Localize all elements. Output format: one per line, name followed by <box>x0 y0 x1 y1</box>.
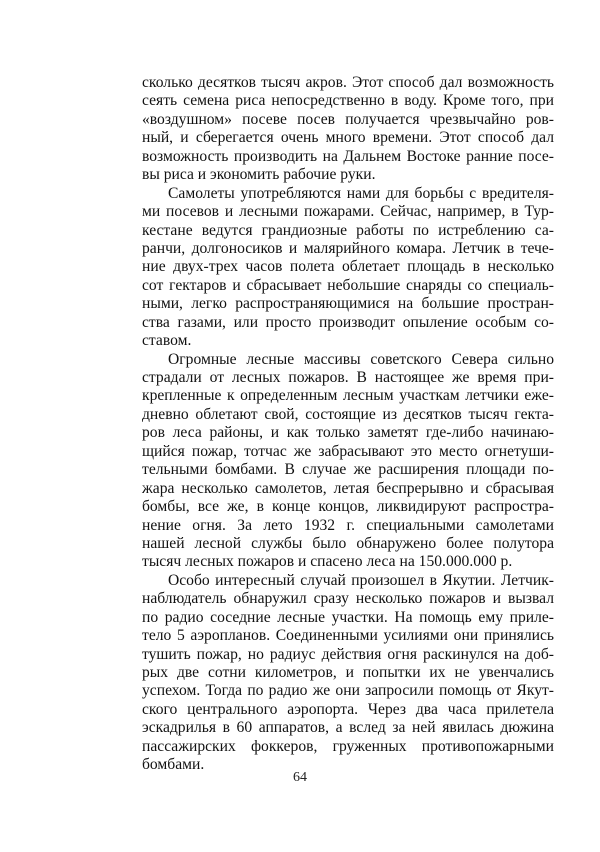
page-text <box>142 74 554 775</box>
text-line: тушить пожар, но радиус действия огня раскинулся на доб- <box>142 645 554 663</box>
paragraph <box>142 572 554 775</box>
text-line: ми посевов и лесными пожарами. Сейчас, например, в Тур- <box>142 203 554 221</box>
text-line: тысяч лесных пожаров и спасено леса на 150.000.000 р. <box>142 553 513 571</box>
text-line: эскадрилья в 60 аппаратов, а вслед за ней явилась дюжина <box>142 719 554 737</box>
text-line: «воздушном» посеве посев получается чрезвычайно ров- <box>142 110 554 128</box>
text-line: бомбы, все же, в конце концов, ликвидируют распростра- <box>142 498 554 516</box>
text-line: возможность производить на Дальнем Востоке ранние посе- <box>142 147 554 165</box>
text-line: страдали от лесных пожаров. В настоящее же время при- <box>142 369 554 386</box>
text-line: вы риса и экономить рабочие руки. <box>142 166 376 184</box>
paragraph <box>142 185 554 351</box>
text-line: кестане ведутся грандиозные работы по истреблению са- <box>142 221 554 239</box>
page-number: 64 <box>293 770 307 785</box>
paragraph <box>142 74 554 185</box>
text-line: ние двух-трех часов полета облетает площадь в несколько <box>142 258 554 276</box>
text-line: дневно облетают свой, состоящие из десятков тысяч гекта- <box>142 405 554 423</box>
paragraph <box>142 351 554 572</box>
text-line: по радио соседние лесные участки. На помощь ему приле- <box>142 608 554 626</box>
text-line: нение огня. За лето 1932 г. специальными самолетами <box>142 516 554 534</box>
text-line: сот гектаров и сбрасывает небольшие снаряды со специаль- <box>142 276 554 294</box>
text-line: крепленные к определенным лесным участкам летчики еже- <box>142 387 554 405</box>
text-line: Самолеты употребляются нами для борьбы с вредителя- <box>168 184 554 202</box>
text-line: Огромные лесные массивы советского Севера сильно <box>168 350 554 368</box>
text-line: бомбами. <box>142 756 205 774</box>
text-line: ского центрального аэропорта. Через два часа прилетела <box>142 700 554 718</box>
text-line: сеять семена риса непосредственно в воду. Кроме того, при <box>142 92 554 110</box>
text-line: сколько десятков тысяч акров. Этот способ дал возможность <box>142 74 554 91</box>
text-line: пассажирских фоккеров, груженных противопожарными <box>142 737 554 755</box>
text-line: ранчи, долгоносиков и малярийного комара. Летчик в тече- <box>142 239 554 257</box>
text-line: нашей лесной службы было обнаружено более полутора <box>142 534 554 552</box>
text-line: ными, легко распространяющимися на большие простран- <box>142 295 554 313</box>
text-line: рых две сотни километров, и попытки их не увенчались <box>142 664 554 681</box>
text-line: тельными бомбами. В случае же расширения площади по- <box>142 461 554 479</box>
text-line: ства газами, или просто производит опыление особым со- <box>142 313 554 331</box>
text-line: успехом. Тогда по радио же они запросили помощь от Якут- <box>142 682 554 700</box>
text-line: щийся пожар, тотчас же забрасывают это место огнетуши- <box>142 442 554 460</box>
text-line: тело 5 аэропланов. Соединенными усилиями они принялись <box>142 627 554 645</box>
text-line: жара несколько самолетов, летая беспрерывно и сбрасывая <box>142 479 554 497</box>
text-line: ставом. <box>142 332 192 350</box>
text-line: ров леса районы, и как только заметят где-либо начинаю- <box>142 424 554 442</box>
text-line: Особо интересный случай произошел в Якутии. Летчик- <box>168 571 554 589</box>
text-line: наблюдатель обнаружил сразу несколько пожаров и вызвал <box>142 590 554 608</box>
text-line: ный, и сберегается очень много времени. Этот способ дал <box>142 129 554 147</box>
